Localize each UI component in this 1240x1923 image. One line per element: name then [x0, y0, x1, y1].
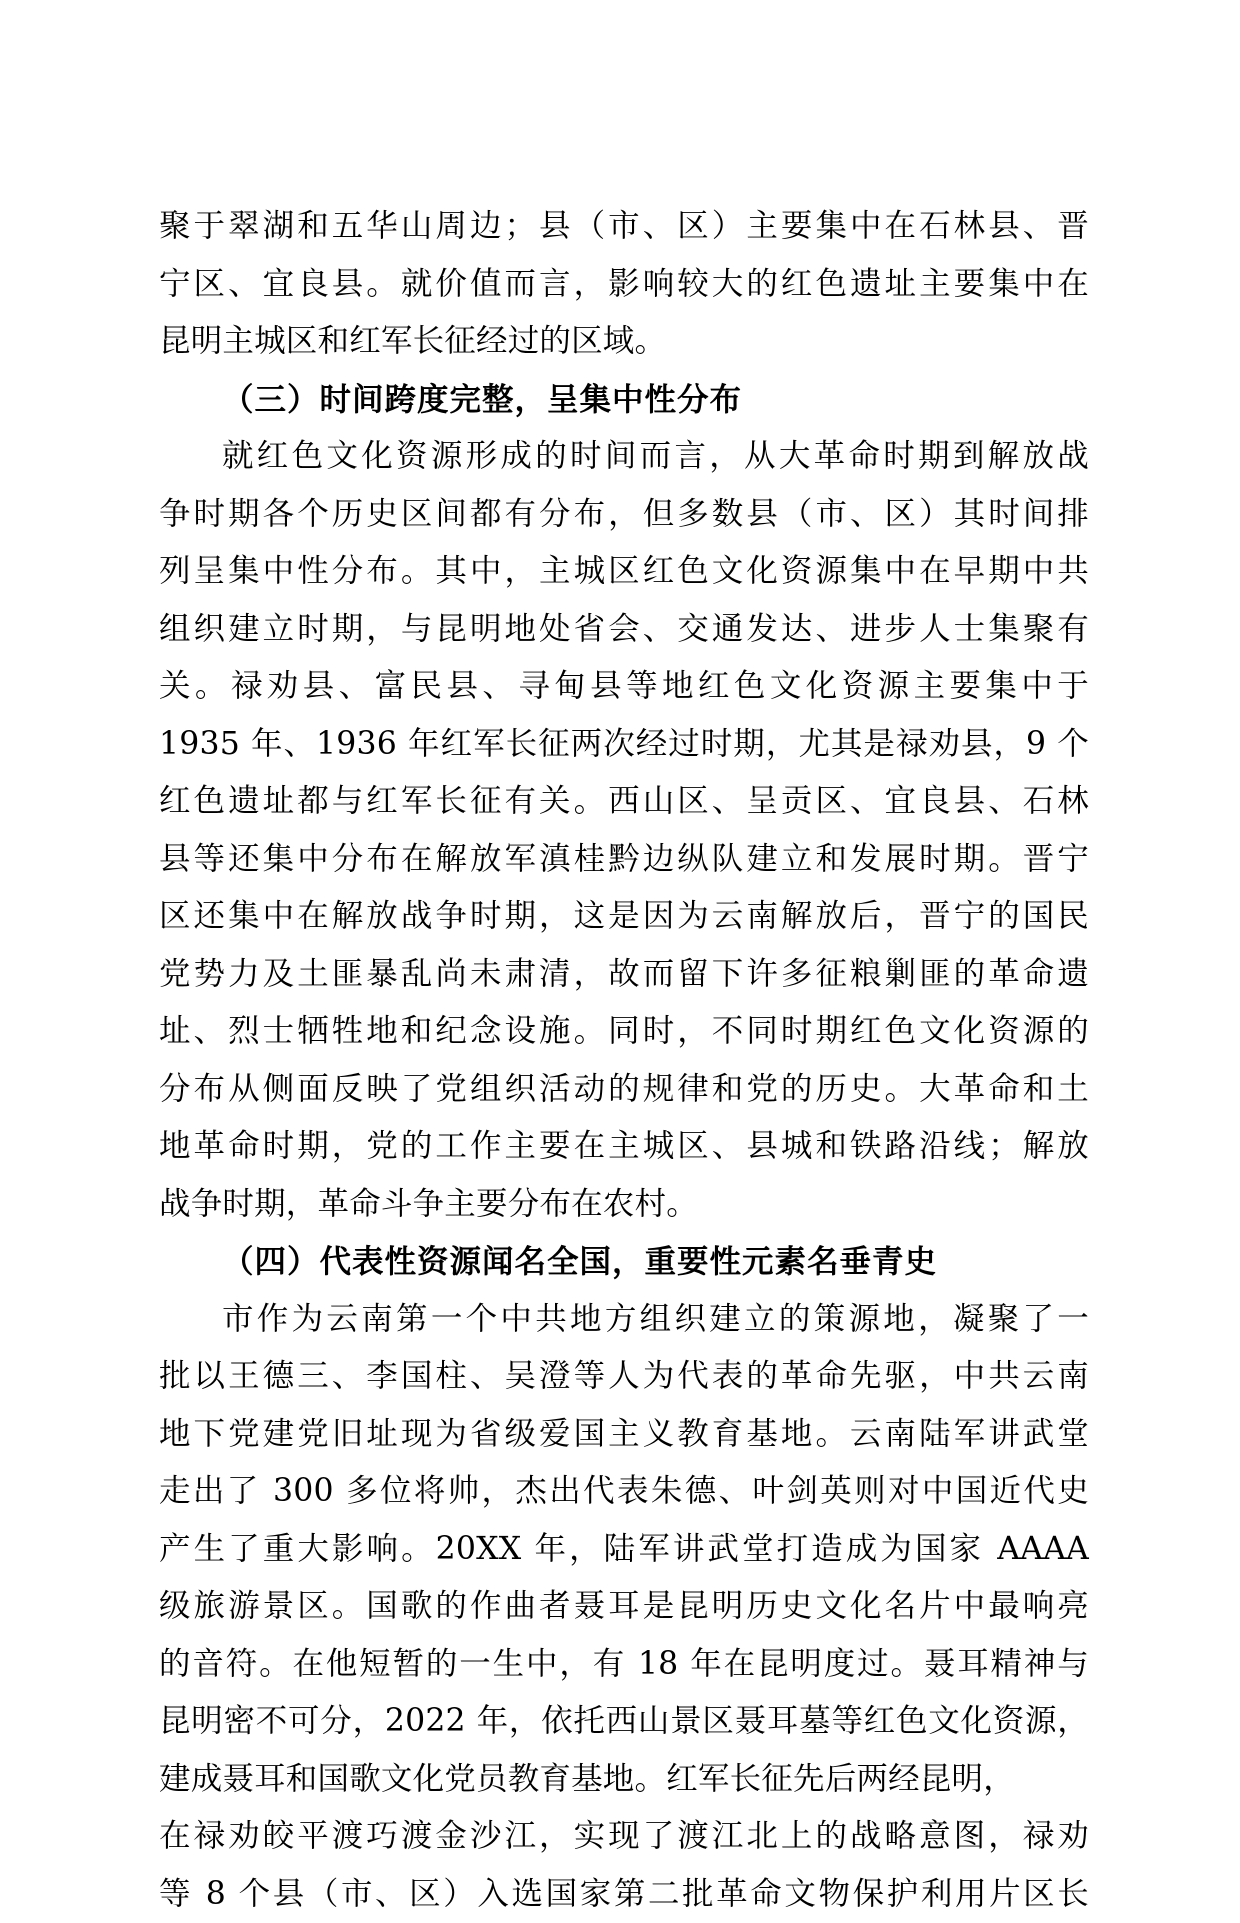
paragraph-line: 级旅游景区。国歌的作曲者聂耳是昆明历史文化名片中最响亮	[159, 1578, 1089, 1636]
paragraph-line: 批以王德三、李国柱、吴澄等人为代表的革命先驱，中共云南	[159, 1348, 1089, 1406]
intro-paragraph	[159, 198, 1089, 371]
paragraph-line: 县等还集中分布在解放军滇桂黔边纵队建立和发展时期。晋宁	[159, 831, 1089, 889]
paragraph-line: 分布从侧面反映了党组织活动的规律和党的历史。大革命和土	[159, 1061, 1089, 1119]
paragraph-line: 址、烈士牺牲地和纪念设施。同时，不同时期红色文化资源的	[159, 1003, 1089, 1061]
paragraph-line: 建成聂耳和国歌文化党员教育基地。红军长征先后两经昆明，	[159, 1751, 1089, 1809]
section-4-paragraph	[159, 1291, 1089, 1923]
paragraph-line: 地下党建党旧址现为省级爱国主义教育基地。云南陆军讲武堂	[159, 1406, 1089, 1464]
section-heading-3: （三）时间跨度完整，呈集中性分布	[159, 371, 1089, 429]
paragraph-line: 昆明密不可分，2022 年，依托西山景区聂耳墓等红色文化资源，	[159, 1693, 1089, 1751]
paragraph-line: 列呈集中性分布。其中，主城区红色文化资源集中在早期中共	[159, 543, 1089, 601]
paragraph-line: 争时期各个历史区间都有分布，但多数县（市、区）其时间排	[159, 486, 1089, 544]
paragraph-line: 就红色文化资源形成的时间而言，从大革命时期到解放战	[159, 428, 1089, 486]
paragraph-line: 关。禄劝县、富民县、寻甸县等地红色文化资源主要集中于	[159, 658, 1089, 716]
paragraph-line: 地革命时期，党的工作主要在主城区、县城和铁路沿线；解放	[159, 1118, 1089, 1176]
document-page	[159, 198, 1089, 1923]
paragraph-line: 战争时期，革命斗争主要分布在农村。	[159, 1176, 1089, 1234]
paragraph-line: 走出了 300 多位将帅，杰出代表朱德、叶剑英则对中国近代史	[159, 1463, 1089, 1521]
paragraph-line: 组织建立时期，与昆明地处省会、交通发达、进步人士集聚有	[159, 601, 1089, 659]
paragraph-line: 产生了重大影响。20XX 年，陆军讲武堂打造成为国家 AAAA	[159, 1521, 1089, 1579]
paragraph-line: 区还集中在解放战争时期，这是因为云南解放后，晋宁的国民	[159, 888, 1089, 946]
section-heading-4: （四）代表性资源闻名全国，重要性元素名垂青史	[159, 1233, 1089, 1291]
paragraph-line: 市作为云南第一个中共地方组织建立的策源地，凝聚了一	[159, 1291, 1089, 1349]
paragraph-line: 等 8 个县（市、区）入选国家第二批革命文物保护利用片区长	[159, 1866, 1089, 1923]
paragraph-line: 宁区、宜良县。就价值而言，影响较大的红色遗址主要集中在	[159, 256, 1089, 314]
paragraph-line: 在禄劝皎平渡巧渡金沙江，实现了渡江北上的战略意图，禄劝	[159, 1808, 1089, 1866]
paragraph-line: 昆明主城区和红军长征经过的区域。	[159, 313, 1089, 371]
paragraph-line: 红色遗址都与红军长征有关。西山区、呈贡区、宜良县、石林	[159, 773, 1089, 831]
paragraph-line: 1935 年、1936 年红军长征两次经过时期，尤其是禄劝县，9 个	[159, 716, 1089, 774]
paragraph-line: 党势力及土匪暴乱尚未肃清，故而留下许多征粮剿匪的革命遗	[159, 946, 1089, 1004]
paragraph-line: 的音符。在他短暂的一生中，有 18 年在昆明度过。聂耳精神与	[159, 1636, 1089, 1694]
section-3-paragraph	[159, 428, 1089, 1233]
paragraph-line: 聚于翠湖和五华山周边；县（市、区）主要集中在石林县、晋	[159, 198, 1089, 256]
